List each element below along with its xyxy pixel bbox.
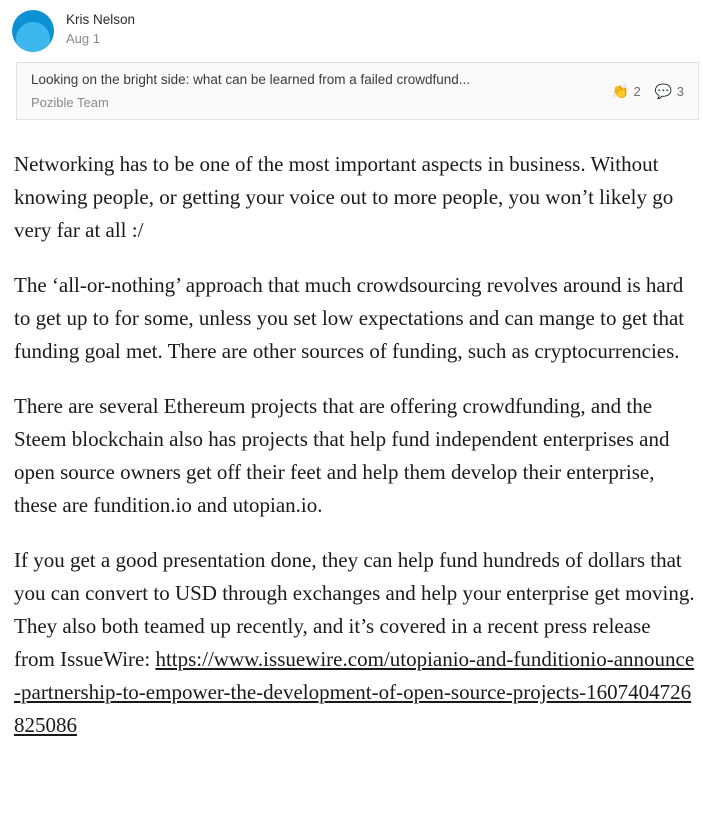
- article-body: [0, 120, 703, 742]
- paragraph-3: There are several Ethereum projects that are offering crowdfunding, and the Steem blockchain also has projects that help fund independent enterprises and open source owners get off their feet and help them develop their enterprise, these are fundition.io and utopian.io.: [14, 394, 670, 517]
- embedded-post-stats: [598, 83, 684, 100]
- embedded-post-text: [31, 71, 470, 112]
- embedded-post-source: Pozible Team: [31, 94, 109, 110]
- paragraph-1: Networking has to be one of the most important aspects in business. Without knowing people, or getting your voice out to more people, you won’t likely go very far at all :/: [14, 152, 674, 242]
- comment-count: 3: [676, 83, 684, 99]
- author-name[interactable]: Kris Nelson: [66, 12, 136, 27]
- paragraph-2: The ‘all-or-nothing’ approach that much crowdsourcing revolves around is hard to get up to for some, unless you set low expectations and can mange to get that funding goal met. There are other sources of funding, such as cryptocurrencies.: [14, 273, 685, 363]
- clap-stat[interactable]: [612, 83, 641, 100]
- comment-stat[interactable]: [655, 83, 684, 100]
- clap-count: 2: [633, 83, 641, 99]
- issuewire-link[interactable]: https://www.issuewire.com/utopianio-and-funditionio-announce-partnership-to-empower-the-development-of-open-source-projects-1607404726825086: [14, 647, 695, 737]
- avatar[interactable]: [12, 10, 54, 52]
- paragraph-4: [14, 544, 695, 742]
- author-header: [0, 0, 703, 46]
- embedded-post-card[interactable]: [16, 62, 699, 120]
- embedded-post-title[interactable]: Looking on the bright side: what can be learned from a failed crowdfund...: [31, 71, 471, 87]
- moon-avatar-icon: [16, 22, 50, 52]
- author-meta: [66, 10, 135, 47]
- publish-date: Aug 1: [66, 31, 100, 46]
- comment-bubble-icon: 💬: [654, 82, 673, 99]
- clap-hand-icon: 👏: [611, 82, 629, 99]
- paragraph-4-text: If you get a good presentation done, they can help fund hundreds of dollars that you can convert to USD through exchanges and help your enterprise get moving. They also both teamed up recently, and it’s covered in a recent press release from IssueWire:: [14, 548, 695, 671]
